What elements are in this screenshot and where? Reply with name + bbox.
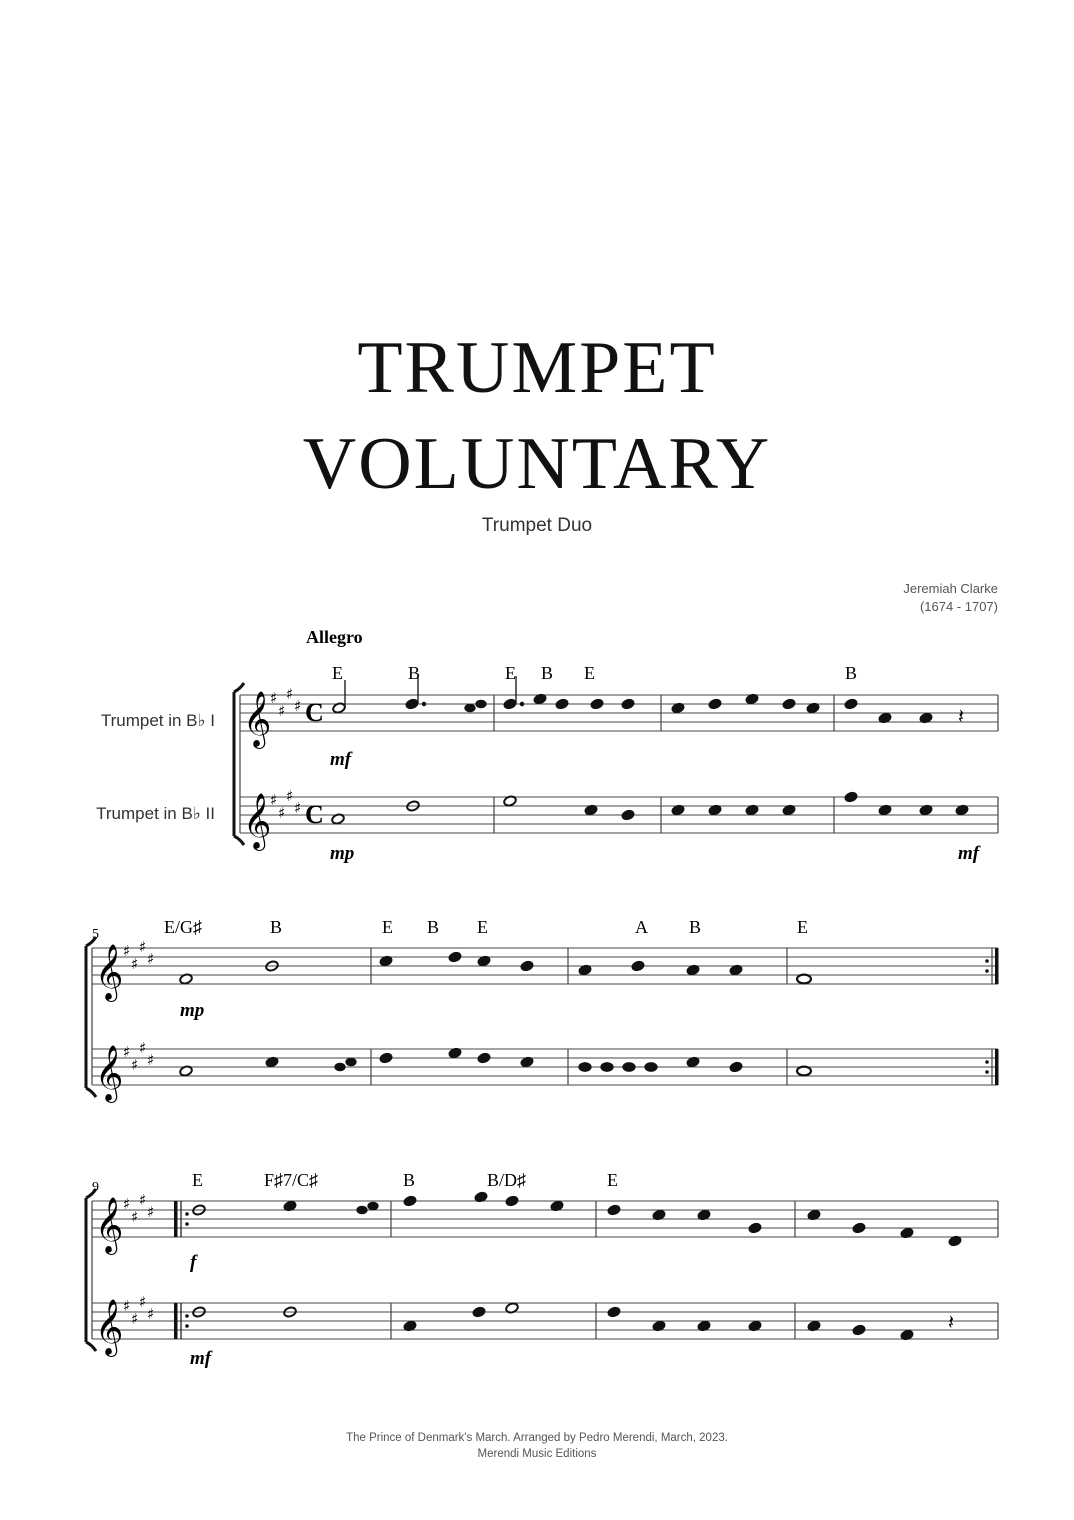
notes-staff-2 <box>331 791 969 825</box>
svg-text:♯: ♯ <box>294 799 302 817</box>
svg-text:♯: ♯ <box>270 791 278 809</box>
svg-text:♯: ♯ <box>286 787 294 805</box>
dynamic-marking: mp <box>330 843 355 864</box>
instrument-label-2: Trumpet in B♭ II <box>96 804 215 823</box>
svg-text:♯: ♯ <box>278 702 286 720</box>
treble-clef-icon: 𝄞 <box>243 793 272 849</box>
svg-text:♯: ♯ <box>139 1039 147 1057</box>
barlines <box>92 1201 998 1339</box>
measure-number: 5 <box>92 927 99 942</box>
repeat-start-barline <box>174 1201 189 1339</box>
chord-symbol: B <box>427 917 440 937</box>
notes-staff-1 <box>332 676 933 724</box>
footer <box>0 1430 1074 1462</box>
treble-clef-icon: 𝄞 <box>243 691 272 747</box>
dynamic-marking: f <box>190 1252 197 1273</box>
chord-symbol: E <box>477 917 488 937</box>
svg-text:♯: ♯ <box>131 1310 139 1328</box>
treble-clef-icon: 𝄞 <box>95 1197 124 1253</box>
treble-clef-icon: 𝄞 <box>95 1045 124 1101</box>
chord-symbol: E <box>382 917 393 937</box>
svg-text:♯: ♯ <box>131 1056 139 1074</box>
chord-symbol: E <box>505 663 516 683</box>
staff-1 <box>240 695 998 731</box>
svg-text:♯: ♯ <box>123 942 131 960</box>
svg-text:♯: ♯ <box>294 697 302 715</box>
chord-symbol: B <box>403 1170 416 1190</box>
svg-text:♯: ♯ <box>147 1203 155 1221</box>
time-signature: C <box>305 698 324 727</box>
dynamic-marking: mp <box>180 1000 205 1021</box>
chord-symbol: E <box>584 663 595 683</box>
svg-text:♯: ♯ <box>147 1051 155 1069</box>
system-2 <box>86 917 999 1103</box>
chord-symbol: E <box>797 917 808 937</box>
svg-text:♯: ♯ <box>123 1043 131 1061</box>
chord-symbol: B <box>541 663 554 683</box>
notes-staff-2 <box>179 1047 811 1077</box>
chord-symbol: B/D♯ <box>487 1170 527 1190</box>
svg-text:♯: ♯ <box>123 1297 131 1315</box>
title-line-2: VOLUNTARY <box>302 423 772 505</box>
svg-text:♯: ♯ <box>278 804 286 822</box>
svg-text:♯: ♯ <box>139 938 147 956</box>
notes-staff-1 <box>179 951 811 985</box>
treble-clef-icon: 𝄞 <box>95 944 124 1000</box>
chord-symbol: E/G♯ <box>164 917 202 937</box>
dynamic-marking: mf <box>330 749 352 770</box>
chord-symbol: B <box>408 663 421 683</box>
chord-symbol: E <box>607 1170 618 1190</box>
svg-text:♯: ♯ <box>270 689 278 707</box>
svg-text:♯: ♯ <box>147 1305 155 1323</box>
chord-symbol: B <box>270 917 283 937</box>
measure-number: 9 <box>92 1180 99 1195</box>
chord-symbol: B <box>689 917 702 937</box>
subtitle: Trumpet Duo <box>481 515 593 536</box>
barlines <box>92 948 992 1085</box>
key-signature <box>270 685 301 822</box>
svg-text:♯: ♯ <box>139 1293 147 1311</box>
footer-publisher: Merendi Music Editions <box>477 1448 597 1460</box>
svg-text:♯: ♯ <box>131 1208 139 1226</box>
svg-text:♯: ♯ <box>131 955 139 973</box>
chord-symbol: A <box>635 917 648 937</box>
key-signature <box>123 938 154 1074</box>
time-signature: C <box>305 800 324 829</box>
key-signature <box>123 1191 154 1328</box>
chord-symbol: B <box>845 663 858 683</box>
svg-text:♯: ♯ <box>147 950 155 968</box>
dynamic-marking: mf <box>190 1348 212 1369</box>
instrument-label-1: Trumpet in B♭ I <box>100 711 215 730</box>
chord-symbol: E <box>192 1170 203 1190</box>
tempo-marking: Allegro <box>306 627 363 647</box>
quarter-rest-icon: 𝄽 <box>958 704 965 728</box>
system-3 <box>86 1170 998 1369</box>
treble-clef-icon: 𝄞 <box>95 1299 124 1355</box>
quarter-rest-icon: 𝄽 <box>948 1310 955 1334</box>
chord-symbol: E <box>332 663 343 683</box>
svg-text:♯: ♯ <box>123 1195 131 1213</box>
composer-name: Jeremiah Clarke <box>903 581 998 596</box>
svg-text:♯: ♯ <box>286 685 294 703</box>
footer-arrangement-note: The Prince of Denmark's March. Arranged by Pedro Merendi, March, 2023. <box>346 1432 728 1444</box>
system-1 <box>96 627 998 864</box>
staff-2 <box>92 1049 998 1085</box>
composer-dates: (1674 - 1707) <box>919 599 998 614</box>
chord-symbol: F♯7/C♯ <box>264 1170 319 1190</box>
svg-text:♯: ♯ <box>139 1191 147 1209</box>
staff-1 <box>92 948 998 984</box>
dynamic-marking: mf <box>958 843 980 864</box>
title-line-1: TRUMPET <box>357 327 717 409</box>
